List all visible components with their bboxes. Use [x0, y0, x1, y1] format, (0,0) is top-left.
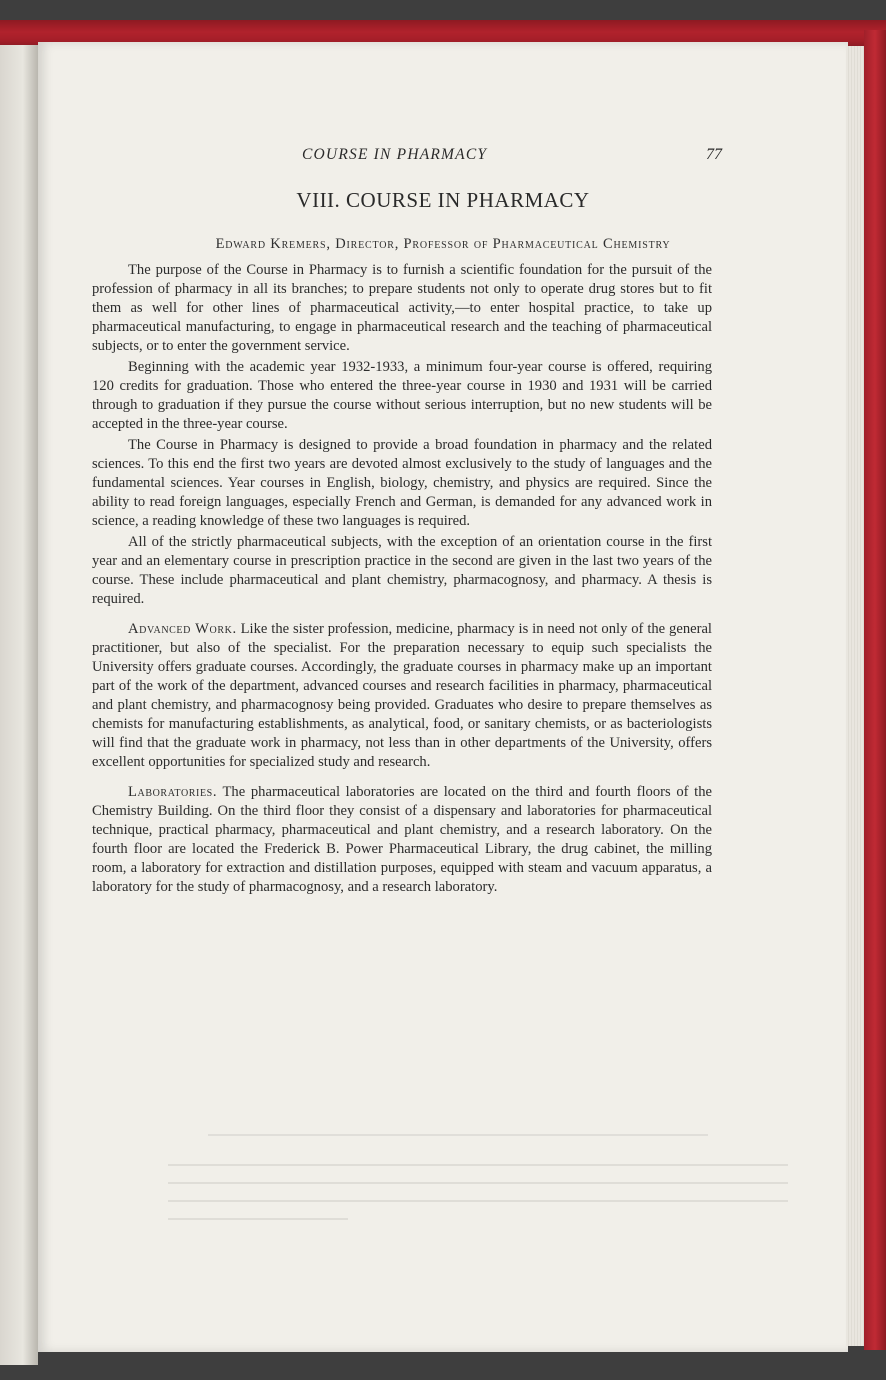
running-head — [38, 146, 848, 168]
page-stack-edge — [846, 46, 864, 1346]
running-title: COURSE IN PHARMACY — [302, 146, 488, 163]
faculty-byline: Edward Kremers, Director, Professor of Pharmaceutical Chemistry — [215, 236, 671, 252]
paragraph-purpose — [92, 261, 712, 356]
paragraph-text: The pharmaceutical laboratories are located on the third and fourth floors of the Chemistry Building. On the third floor they consist of a dispensary and laboratories for pharmaceutical technique, practical pharmacy, pharmaceutical and plant chemistry, and a research laboratory. On the fourth floor are located the Frederick B. Power Pharmaceutical Library, the drug cabinet, the milling room, a laboratory for extraction and distillation purposes, equipped with steam and vacuum apparatus, a laboratory for the study of pharmacognosy, and a research laboratory. — [92, 784, 712, 895]
bleed-through-text — [38, 1120, 848, 1230]
book-binding-right — [864, 30, 886, 1350]
paragraph-text: The Course in Pharmacy is designed to provide a broad foundation in pharmacy and the related sciences. To this end the first two years are devoted almost exclusively to the study of languages and the fundamental sciences. Year courses in English, biology, chemistry, and physics are required. Since the ability to read foreign languages, especially French and German, is demanded for any advanced work in science, a reading knowledge of these two languages is required. — [92, 437, 712, 529]
paragraph-laboratories — [92, 783, 712, 897]
section-title: VIII. COURSE IN PHARMACY — [296, 188, 590, 212]
run-in-heading: Laboratories. — [128, 784, 218, 800]
facing-page-edge — [0, 45, 38, 1365]
run-in-heading: Advanced Work. — [128, 621, 237, 637]
paragraph-course-length — [92, 358, 712, 434]
paragraph-foundation — [92, 436, 712, 531]
paragraph-text: All of the strictly pharmaceutical subjects, with the exception of an orientation course in the first year and an elementary course in prescription practice in the second are given in the last two years of the course. These include pharmaceutical and plant chemistry, pharmacognosy, and pharmacy. A thesis is required. — [92, 534, 712, 607]
paragraph-text: Beginning with the academic year 1932-1933, a minimum four-year course is offered, requiring 120 credits for graduation. Those who entered the three-year course in 1930 and 1931 will be carried through to graduation if they pursue the course without serious interruption, but no new students will be accepted in the three-year course. — [92, 359, 712, 432]
paragraph-advanced-work — [92, 620, 712, 772]
paragraph-text: The purpose of the Course in Pharmacy is to furnish a scientific foundation for the pursuit of the profession of pharmacy in all its branches; to prepare students not only to operate drug stores but to fit them as well for other lines of pharmaceutical activity,—to enter hospital practice, to take up pharmaceutical manufacturing, to engage in pharmaceutical research and the teaching of pharmaceutical subjects, or to enter the government service. — [92, 262, 712, 354]
paragraph-text: Like the sister profession, medicine, pharmacy is in need not only of the general practitioner, but also of the specialist. For the preparation necessary to equip such specialists the University offers graduate courses. Accordingly, the graduate courses in pharmacy make up an important part of the work of the department, advanced courses and research facilities in pharmacy, pharmaceutical and plant chemistry, and pharmacognosy being provided. Graduates who desire to prepare themselves as chemists for manufacturing establishments, as analytical, food, or sanitary chemists, or as bacteriologists will find that the graduate work in pharmacy, not less than in other departments of the University, offers excellent opportunities for specialized study and research. — [92, 621, 712, 770]
page-number: 77 — [706, 146, 722, 163]
book-page — [38, 42, 848, 1352]
body-text — [92, 261, 712, 899]
paragraph-pharmaceutical-subjects — [92, 533, 712, 609]
